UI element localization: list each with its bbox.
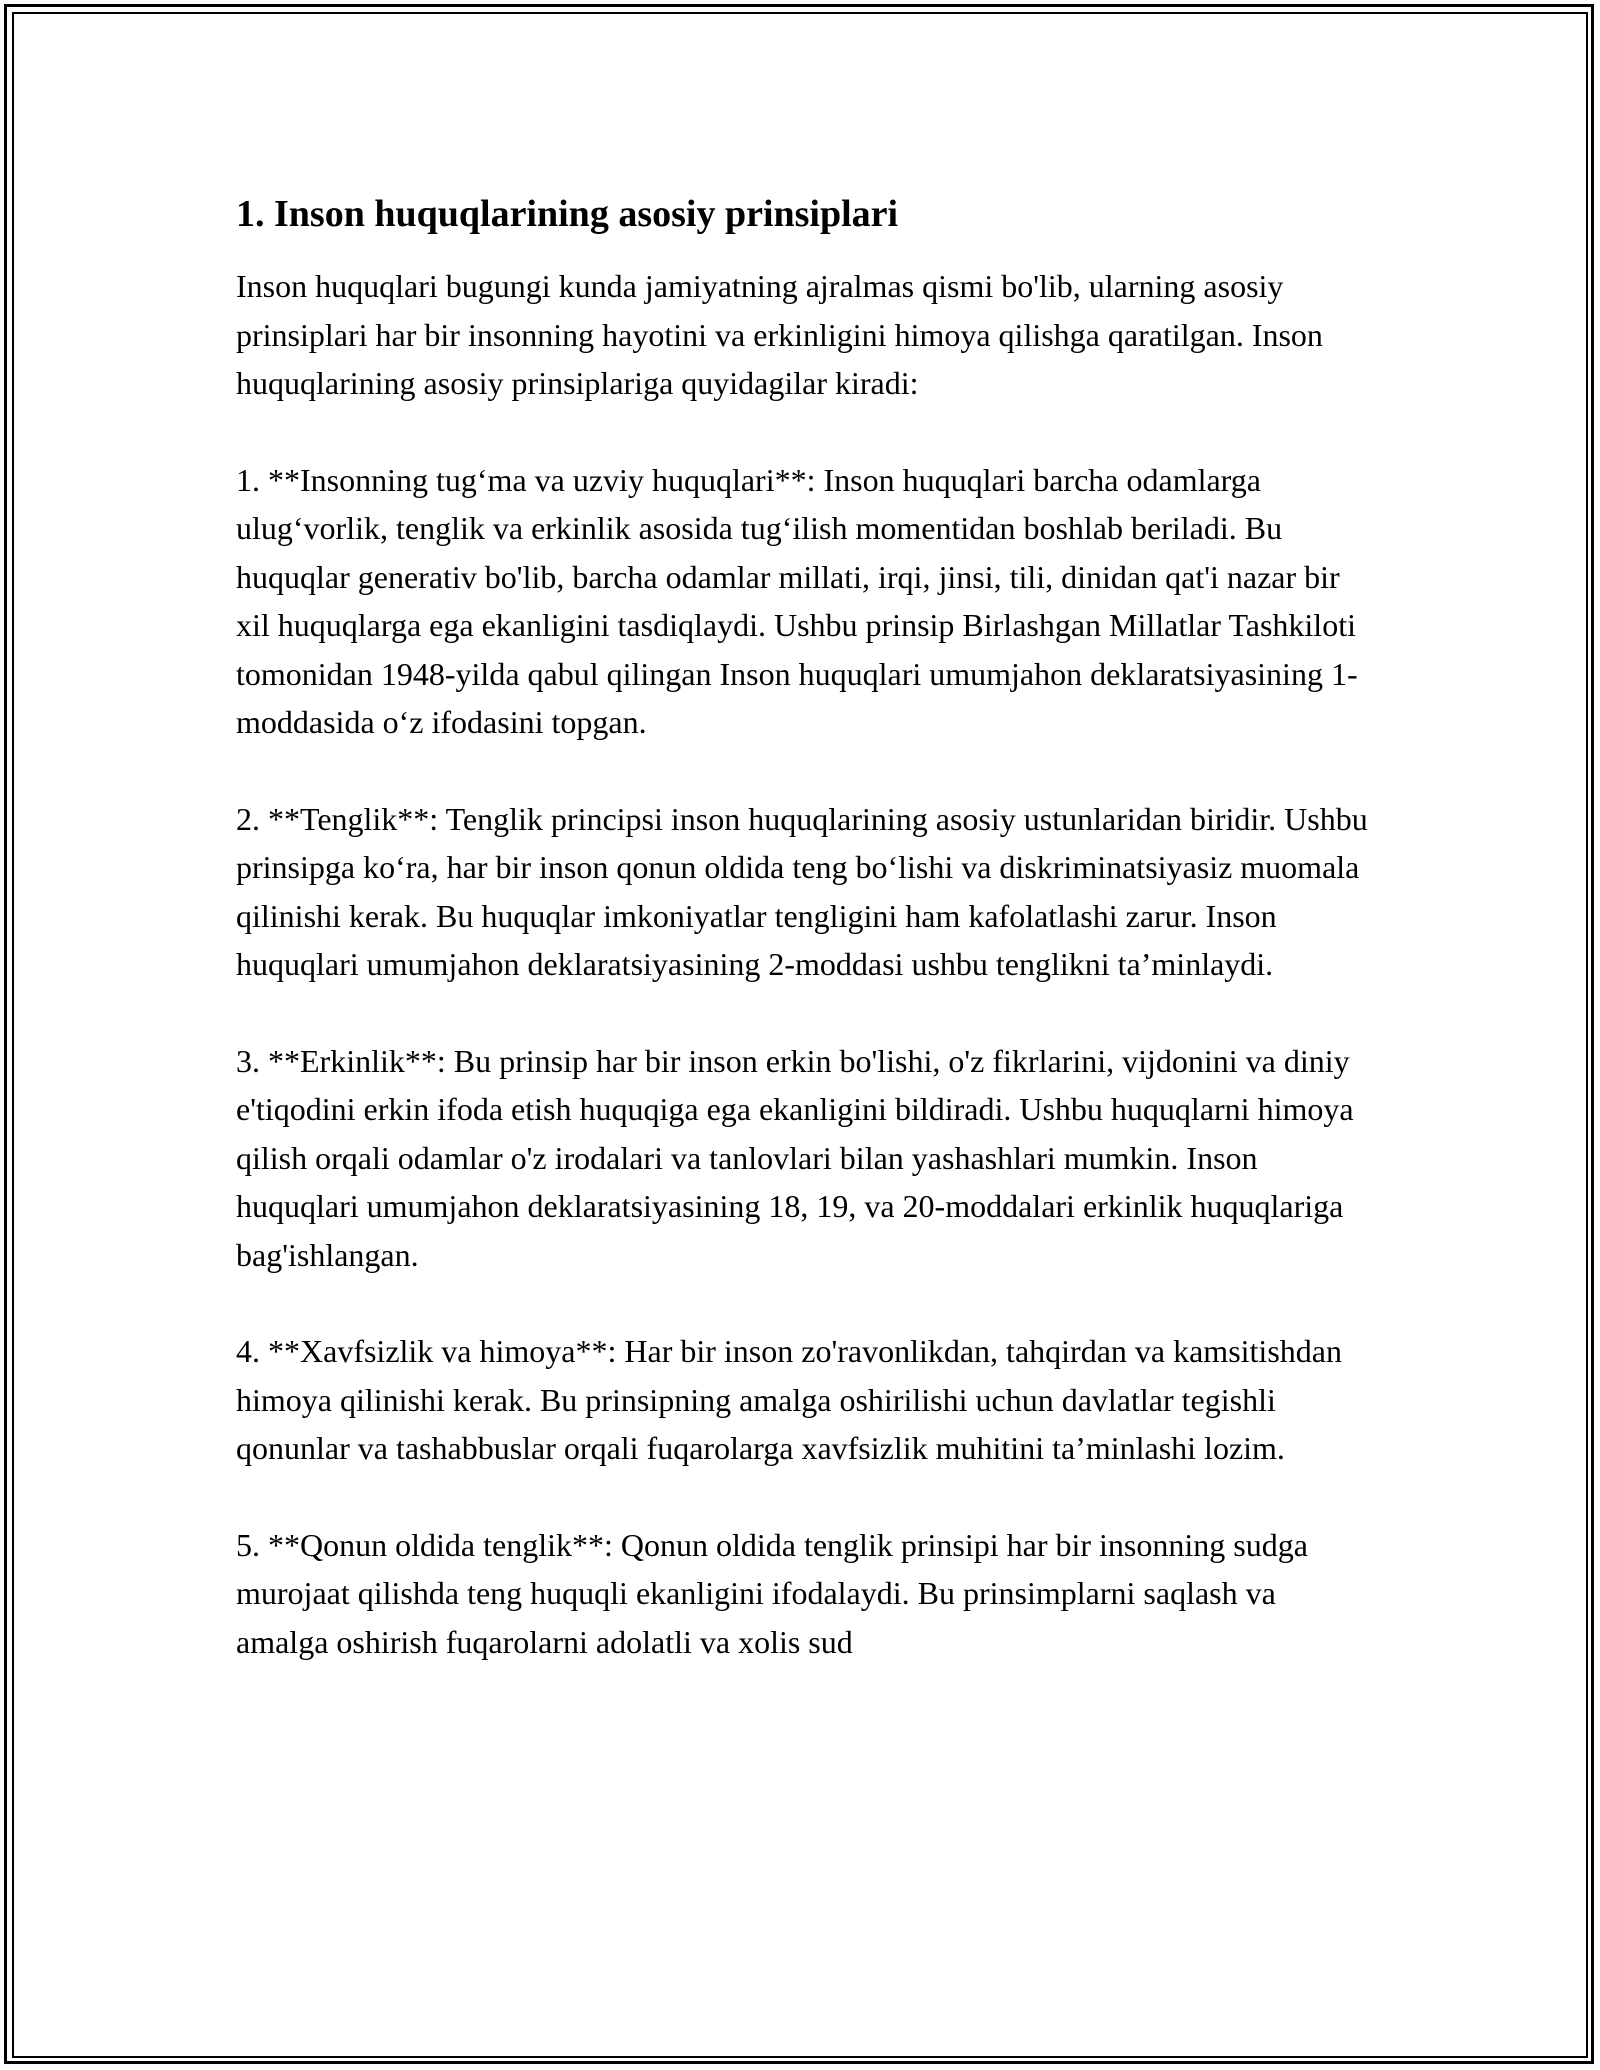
principle-item-2: 2. **Tenglik**: Tenglik principsi inson huquqlarining asosiy ustunlaridan biridir. Ushbu prinsipga ko‘ra, har bir inson qonun oldida teng bo‘lishi va diskriminatsiyasiz muomala qilinishi kerak. Bu huquqlar imkoniyatlar tengligini ham kafolatlashi zarur. Inson huquqlari umumjahon deklaratsiyasining 2-moddasi ushbu tenglikni ta’minlaydi. [236,800,1368,982]
principle-item-1: 1. **Insonning tug‘ma va uzviy huquqlari**: Inson huquqlari barcha odamlarga ulug‘vorlik, tenglik va erkinlik asosida tug‘ilish momentidan boshlab beriladi. Bu huquqlar generativ bo'lib, barcha odamlar millati, irqi, jinsi, tili, dinidan qat'i nazar bir xil huquqlarga ega ekanligini tasdiqlaydi. Ushbu prinsip Birlashgan Millatlar Tashkiloti tomonidan 1948-yilda qabul qilingan Inson huquqlari umumjahon deklaratsiyasining 1-moddasida o‘z ifodasini topgan. [236,461,1358,740]
intro-paragraph: Inson huquqlari bugungi kunda jamiyatning ajralmas qismi bo'lib, ularning asosiy prinsiplari har bir insonning hayotini va erkinligini himoya qilishga qaratilgan. Inson huquqlarining asosiy prinsiplariga quyidagilar kiradi: [236,268,1323,401]
principle-item-3: 3. **Erkinlik**: Bu prinsip har bir inson erkin bo'lishi, o'z fikrlarini, vijdonini va diniy e'tiqodini erkin ifoda etish huquqiga ega ekanligini bildiradi. Ushbu huquqlarni himoya qilish orqali odamlar o'z irodalari va tanlovlari bilan yashashlari mumkin. Inson huquqlari umumjahon deklaratsiyasining 18, 19, va 20-moddalari erkinlik huquqlariga bag'ishlangan. [236,1042,1354,1273]
principle-item-5: 5. **Qonun oldida tenglik**: Qonun oldida tenglik prinsipi har bir insonning sudga murojaat qilishda teng huquqli ekanligini ifodalaydi. Bu prinsimplarni saqlash va amalga oshirish fuqarolarni adolatli va xolis sud [236,1526,1308,1660]
principle-item-4: 4. **Xavfsizlik va himoya**: Har bir inson zo'ravonlikdan, tahqirdan va kamsitishdan himoya qilinishi kerak. Bu prinsipning amalga oshirilishi uchun davlatlar tegishli qonunlar va tashabbuslar orqali fuqarolarga xavfsizlik muhitini ta’minlashi lozim. [236,1333,1342,1466]
section-heading: 1. Inson huquqlarining asosiy prinsiplari [236,193,899,235]
document-page [236,188,1376,1666]
